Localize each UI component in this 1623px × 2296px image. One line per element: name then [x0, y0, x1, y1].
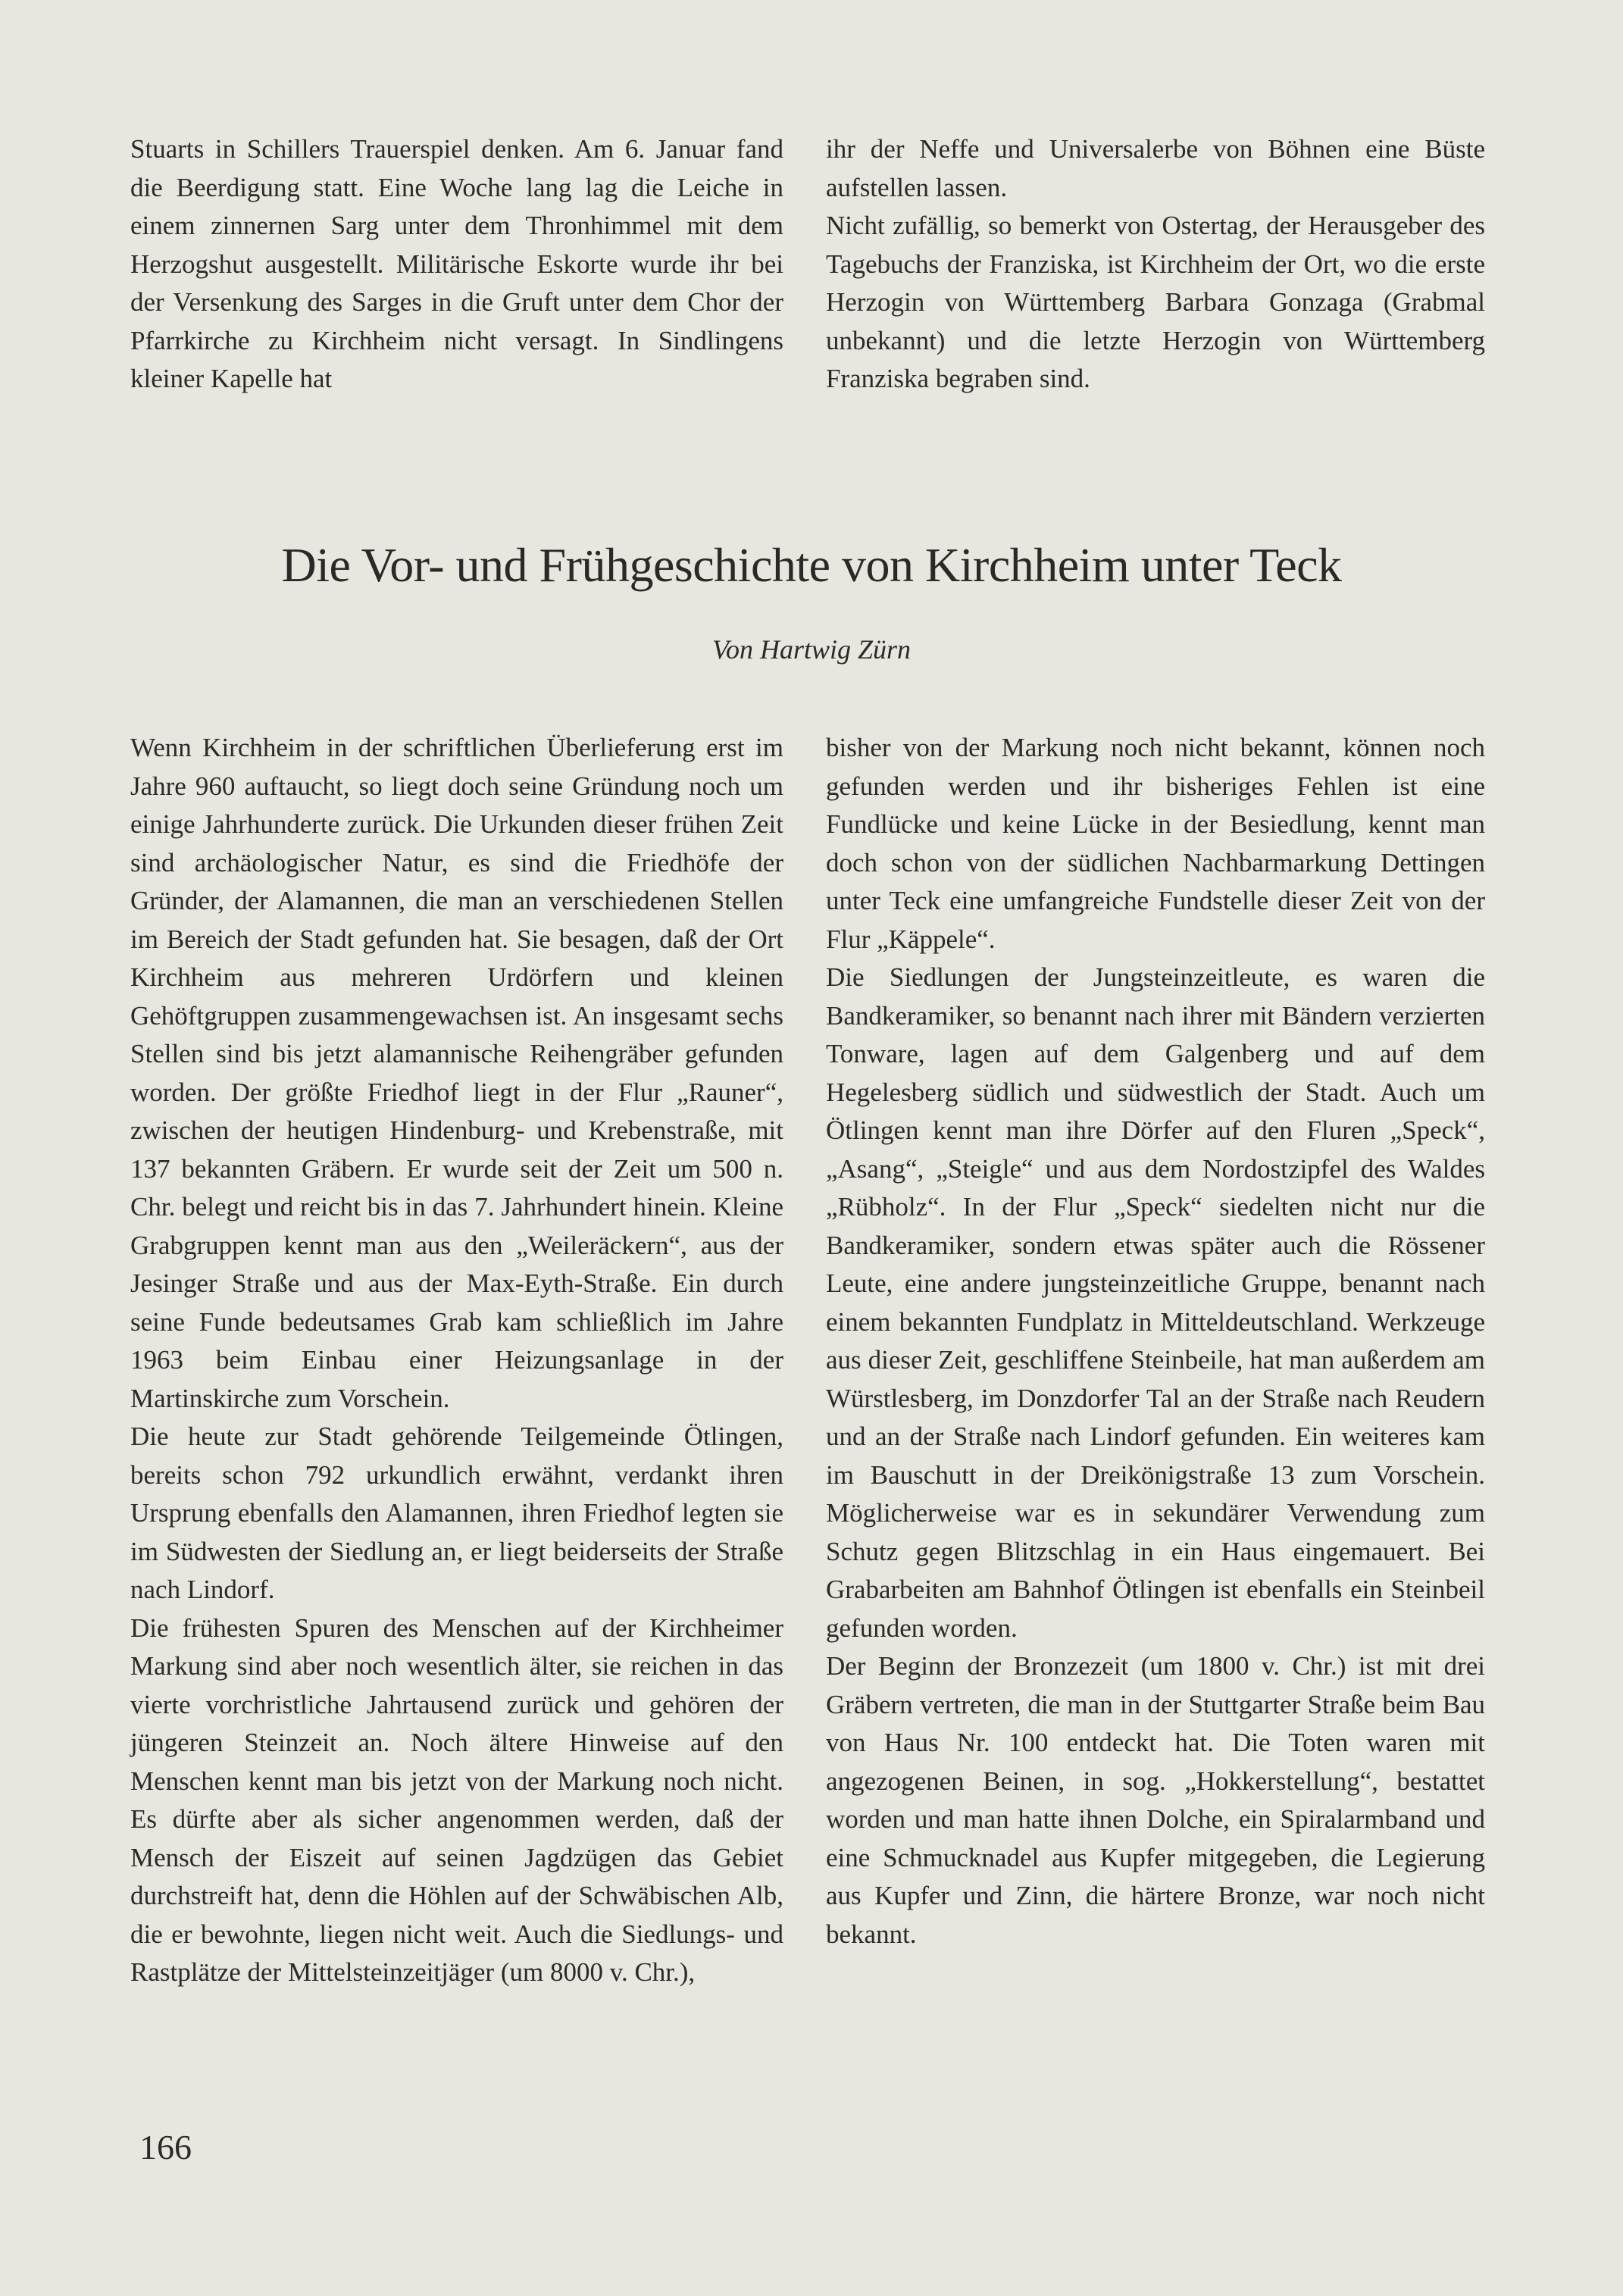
- paragraph: ihr der Neffe und Universalerbe von Böhnen eine Büste aufstellen lassen.: [826, 134, 1485, 202]
- paragraph: Die heute zur Stadt gehörende Teilgemeinde Ötlingen, bereits schon 792 urkundlich erwähnt, verdankt ihren Ursprung ebenfalls den Alamannen, ihren Friedhof legten sie im Südwesten der Siedlung an, er liegt beiderseits der Straße nach Lindorf.: [130, 1422, 783, 1604]
- article-title: Die Vor- und Frühgeschichte von Kirchheim unter Teck: [281, 538, 1342, 592]
- article-left-column: [130, 729, 783, 1992]
- paragraph: Die Siedlungen der Jungsteinzeitleute, es waren die Bandkeramiker, so benannt nach ihrer mit Bändern verzierten Tonware, lagen auf dem Galgenberg und auf dem Hegelesberg südlich und südwestlich der Stadt. Auch um Ötlingen kennt man ihre Dörfer auf den Fluren „Speck“, „Asang“, „Steigle“ und aus dem Nordostzipfel des Waldes „Rübholz“. In der Flur „Speck“ siedelten nicht nur die Bandkeramiker, sondern etwas später auch die Rössener Leute, eine andere jungsteinzeitliche Gruppe, benannt nach einem bekannten Fundplatz in Mitteldeutschland. Werkzeuge aus dieser Zeit, geschliffene Steinbeile, hat man außerdem am Würstlesberg, im Donzdorfer Tal an der Straße nach Reudern und an der Straße nach Lindorf gefunden. Ein weiteres kam im Bauschutt in der Dreikönigstraße 13 zum Vorschein. Möglicherweise war es in sekundärer Verwendung zum Schutz gegen Blitzschlag in ein Haus eingemauert. Bei Grabarbeiten am Bahnhof Ötlingen ist ebenfalls ein Steinbeil gefunden worden.: [826, 962, 1485, 1643]
- paragraph: Nicht zufällig, so bemerkt von Ostertag, der Herausgeber des Tagebuchs der Franziska, ist Kirchheim der Ort, wo die erste Herzogin von Württemberg Barbara Gonzaga (Grabmal unbekannt) und die letzte Herzogin von Württemberg Franziska begraben sind.: [826, 211, 1485, 393]
- paragraph: Der Beginn der Bronzezeit (um 1800 v. Chr.) ist mit drei Gräbern vertreten, die man in der Stuttgarter Straße beim Bau von Haus Nr. 100 entdeckt hat. Die Toten waren mit angezogenen Beinen, in sog. „Hokkerstellung“, bestattet worden und man hatte ihnen Dolche, ein Spiralarmband und eine Schmucknadel aus Kupfer mitgegeben, die Legierung aus Kupfer und Zinn, die härtere Bronze, war noch nicht bekannt.: [826, 1651, 1485, 1949]
- paragraph: Wenn Kirchheim in der schriftlichen Überlieferung erst im Jahre 960 auftaucht, so liegt doch seine Gründung noch um einige Jahrhunderte zurück. Die Urkunden dieser frühen Zeit sind archäologischer Natur, es sind die Friedhöfe der Gründer, der Alamannen, die man an verschiedenen Stellen im Bereich der Stadt gefunden hat. Sie besagen, daß der Ort Kirchheim aus mehreren Urdörfern und kleinen Gehöftgruppen zusammengewachsen ist. An insgesamt sechs Stellen sind bis jetzt alamannische Reihengräber gefunden worden. Der größte Friedhof liegt in der Flur „Rauner“, zwischen der heutigen Hindenburg- und Krebenstraße, mit 137 bekannten Gräbern. Er wurde seit der Zeit um 500 n. Chr. belegt und reicht bis in das 7. Jahrhundert hinein. Kleine Grabgruppen kennt man aus den „Weileräckern“, aus der Jesinger Straße und aus der Max-Eyth-Straße. Ein durch seine Funde bedeutsames Grab kam schließlich im Jahre 1963 beim Einbau einer Heizungsanlage in der Martinskirche zum Vorschein.: [130, 733, 783, 1413]
- continued-text-right-column: [826, 130, 1485, 399]
- paragraph: Stuarts in Schillers Trauerspiel denken. Am 6. Januar fand die Beerdigung statt. Eine Woche lang lag die Leiche in einem zinnernen Sarg unter dem Thronhimmel mit dem Herzogshut ausgestellt. Militärische Eskorte wurde ihr bei der Versenkung des Sarges in die Gruft unter dem Chor der Pfarrkirche zu Kirchheim nicht versagt. In Sindlingens kleiner Kapelle hat: [130, 134, 783, 393]
- continued-text-left-column: [130, 130, 783, 399]
- article-author: Von Hartwig Zürn: [711, 634, 912, 665]
- paragraph: bisher von der Markung noch nicht bekannt, können noch gefunden werden und ihr bisheriges Fehlen ist eine Fundlücke und keine Lücke in der Besiedlung, kennt man doch schon von der südlichen Nachbarmarkung Dettingen unter Teck eine umfangreiche Fundstelle dieser Zeit von der Flur „Käppele“.: [826, 733, 1485, 954]
- page-number: 166: [139, 2128, 192, 2166]
- article-right-column: [826, 729, 1485, 1953]
- paragraph: Die frühesten Spuren des Menschen auf der Kirchheimer Markung sind aber noch wesentlich älter, sie reichen in das vierte vorchristliche Jahrtausend zurück und gehören der jüngeren Steinzeit an. Noch ältere Hinweise auf den Menschen kennt man bis jetzt von der Markung noch nicht. Es dürfte aber als sicher angenommen werden, daß der Mensch der Eiszeit auf seinen Jagdzügen das Gebiet durchstreift hat, denn die Höhlen auf der Schwäbischen Alb, die er bewohnte, liegen nicht weit. Auch die Siedlungs- und Rastplätze der Mittelsteinzeitjäger (um 8000 v. Chr.),: [130, 1613, 783, 1987]
